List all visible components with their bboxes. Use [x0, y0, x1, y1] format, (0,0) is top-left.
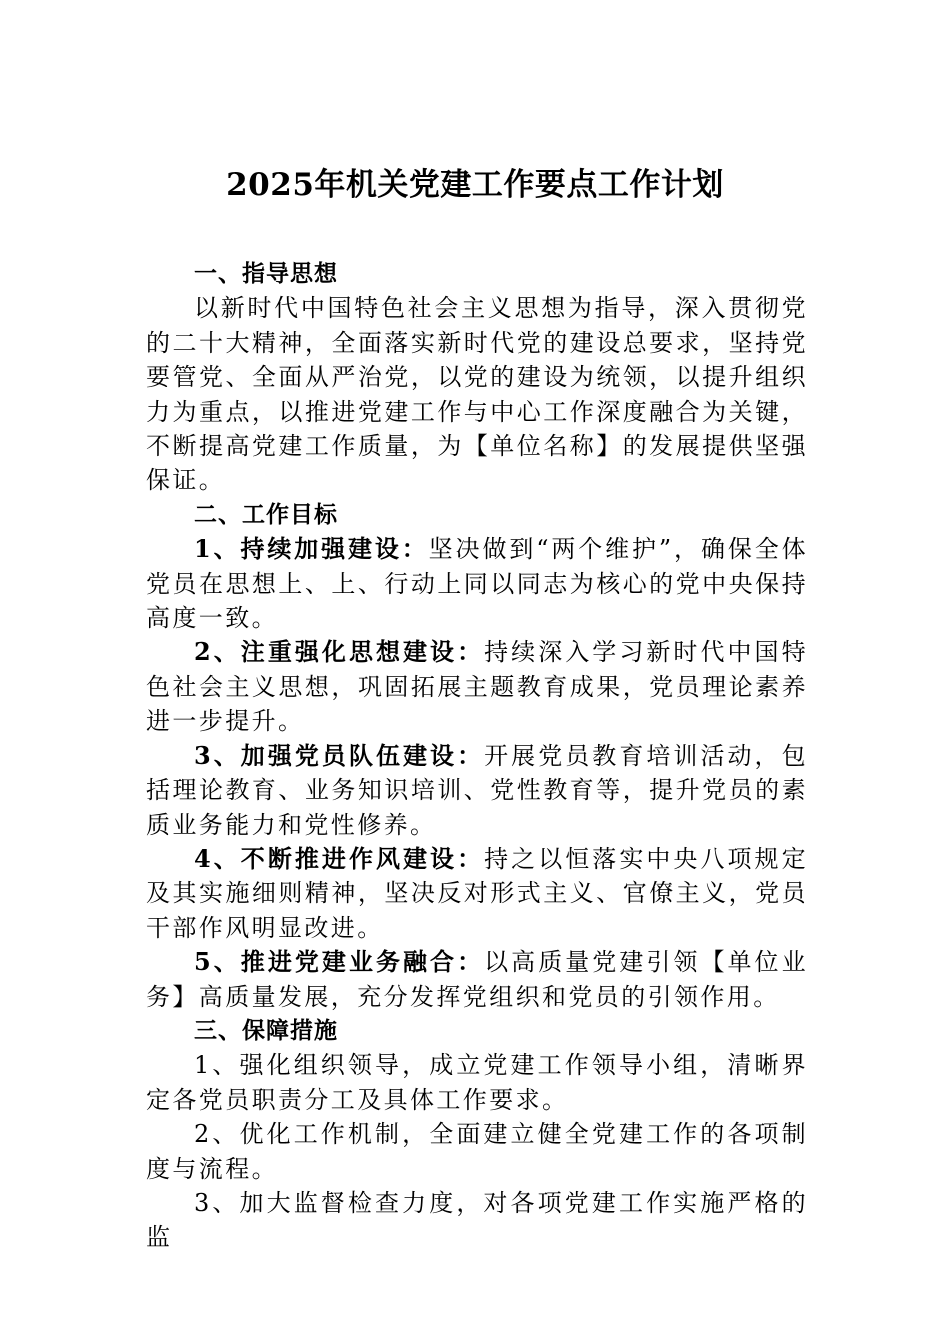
safeguard-item-2: 2、优化工作机制，全面建立健全党建工作的各项制度与流程。 [146, 1120, 808, 1183]
goal-item-3 [146, 739, 808, 842]
goal-item-3-lead: 3、加强党员队伍建设： [194, 740, 485, 770]
safeguard-item-1: 1、强化组织领导，成立党建工作领导小组，清晰界定各党员职责分工及具体工作要求。 [146, 1051, 808, 1114]
goal-item-4-text: 持之以恒落实中央八项规定及其实施细则精神，坚决反对形式主义、官僚主义，党员干部作风明显改进。 [146, 844, 808, 942]
section-heading-safeguards: 三、保障措施 [194, 1017, 338, 1044]
goal-item-5-text: 以高质量党建引领【单位业务】高质量发展，充分发挥党组织和党员的引领作用。 [146, 948, 808, 1011]
goal-item-1 [146, 532, 808, 635]
section-heading-work-goals: 二、工作目标 [194, 501, 338, 528]
goal-item-4 [146, 842, 808, 945]
goal-item-2-text: 持续深入学习新时代中国特色社会主义思想，巩固拓展主题教育成果，党员理论素养进一步提升。 [146, 638, 808, 736]
goal-item-1-text: 坚决做到“两个维护”，确保全体党员在思想上、上、行动上同以同志为核心的党中央保持高度一致。 [146, 535, 808, 633]
goal-item-2-lead: 2、注重强化思想建设： [194, 637, 485, 667]
goal-item-5-lead: 5、推进党建业务融合： [194, 947, 485, 977]
section-heading-guiding-thought: 一、指导思想 [194, 261, 338, 287]
goal-item-3-text: 开展党员教育培训活动，包括理论教育、业务知识培训、党性教育等，提升党员的素质业务能力和党性修养。 [146, 741, 808, 839]
goal-item-5 [146, 945, 808, 1014]
document-title: 2025年机关党建工作要点工作计划 [226, 167, 724, 203]
safeguard-item-3: 3、加大监督检查力度，对各项党建工作实施严格的监 [146, 1188, 808, 1252]
document-body [146, 257, 808, 1255]
goal-item-4-lead: 4、不断推进作风建设： [194, 843, 485, 873]
paragraph-guiding-thought: 以新时代中国特色社会主义思想为指导，深入贯彻党的二十大精神，全面落实新时代党的建设总要求，坚持党要管党、全面从严治党，以党的建设为统领，以提升组织力为重点，以推进党建工作与中心工作深度融合为关键，不断提高党建工作质量，为【单位名称】的发展提供坚强保证。 [146, 294, 808, 495]
goal-item-2 [146, 635, 808, 738]
goal-item-1-lead: 1、持续加强建设： [194, 534, 429, 564]
